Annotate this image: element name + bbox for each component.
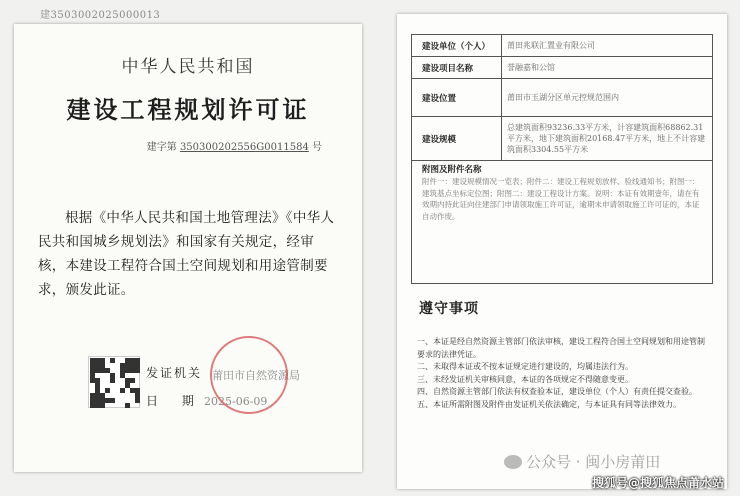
- qr-module: [110, 378, 115, 383]
- qr-module: [105, 388, 110, 393]
- serial-number: 建3503002025000013: [40, 10, 161, 21]
- row-value: 莆田市玉湖分区单元控规范围内: [507, 93, 619, 102]
- list-item: 三、未经发证机关审核同意，本证的各项规定不得随意变更。: [417, 374, 633, 384]
- list-item: 四、自然资源主管部门依法有权查验本证，建设单位（个人）有责任提交查验。: [417, 387, 697, 396]
- row-label: 建设项目名称: [412, 57, 502, 78]
- qr-module: [135, 368, 140, 373]
- table-row: [412, 117, 712, 161]
- qr-module: [110, 398, 115, 403]
- table-row: [412, 79, 712, 117]
- issuer-value: 莆田市自然资源局: [212, 369, 300, 382]
- row-label: 建设位置: [412, 79, 502, 116]
- qr-code: [88, 356, 140, 408]
- list-item: 五、本证所需附图及附件由发证机关依法确定，与本证具有同等法律效力。: [417, 399, 681, 409]
- qr-module: [130, 378, 135, 383]
- cert-number-line: [147, 138, 322, 153]
- permit-title: 建设工程规划许可证: [66, 95, 310, 124]
- notice-list: [417, 336, 711, 411]
- wechat-watermark: 公众号 · 闽小房莆田: [526, 453, 661, 471]
- official-seal-icon: [210, 336, 288, 414]
- row-value: 总建筑面积93236.33平方米，计容建筑面积68862.31平方米，地下建筑面积20168.47平方米，地上不计容建筑面积3304.55平方米: [507, 123, 706, 154]
- attachments-body: 附件一：建设规模情况一览表；附件二：建设工程规划放样、验线通知书；附图一：建筑基点坐标定位图；附图二：建设工程设计方案。说明：本证有效期壹年，请在有效期内持此证向住建部门申请领取施工许可证，逾期未申请领取施工许可证的，本证自动作废。: [422, 177, 700, 221]
- cert-number: 350300202556G0011584: [179, 142, 309, 153]
- list-item: 一、本证是经自然资源主管部门依法审核，建设工程符合国土空间规划和用途管制要求的法律凭证。: [417, 337, 705, 359]
- sohu-watermark: 搜狐号@搜狐焦点莆水站: [591, 476, 724, 490]
- row-label: 建设规模: [412, 117, 502, 160]
- row-value: 誉融嘉和公馆: [507, 63, 555, 72]
- permit-body-text: 根据《中华人民共和国土地管理法》《中华人民共和国城乡规划法》和国家有关规定，经审核，本建设工程符合国土空间规划和用途管制要求，颁发此证。: [38, 210, 335, 298]
- attachments-title: 附图及附件名称: [422, 165, 482, 175]
- row-value: 莆田兆联汇置业有限公司: [507, 41, 595, 50]
- country-name: 中华人民共和国: [121, 57, 255, 77]
- date-value: 2025-06-09: [204, 395, 268, 408]
- date-label: 日 期: [146, 394, 204, 408]
- notice-title: 遵守事项: [419, 301, 479, 317]
- row-label: 建设单位（个人）: [412, 35, 502, 56]
- project-info-table: [411, 34, 713, 284]
- qr-module: [125, 403, 130, 408]
- qr-module: [110, 358, 115, 363]
- issuer-label: 发证机关: [146, 366, 203, 380]
- qr-module: [100, 403, 105, 408]
- permit-front-page: [14, 24, 362, 472]
- permit-back-page: [397, 14, 727, 489]
- list-item: 二、未取得本证或不按本证规定进行建设的，均属违法行为。: [417, 362, 633, 371]
- qr-module: [135, 398, 140, 403]
- qr-module: [120, 388, 125, 393]
- table-row: [412, 35, 712, 57]
- cert-prefix: 建字第: [146, 142, 177, 153]
- table-row: [412, 57, 712, 79]
- cert-suffix: 号: [312, 142, 322, 153]
